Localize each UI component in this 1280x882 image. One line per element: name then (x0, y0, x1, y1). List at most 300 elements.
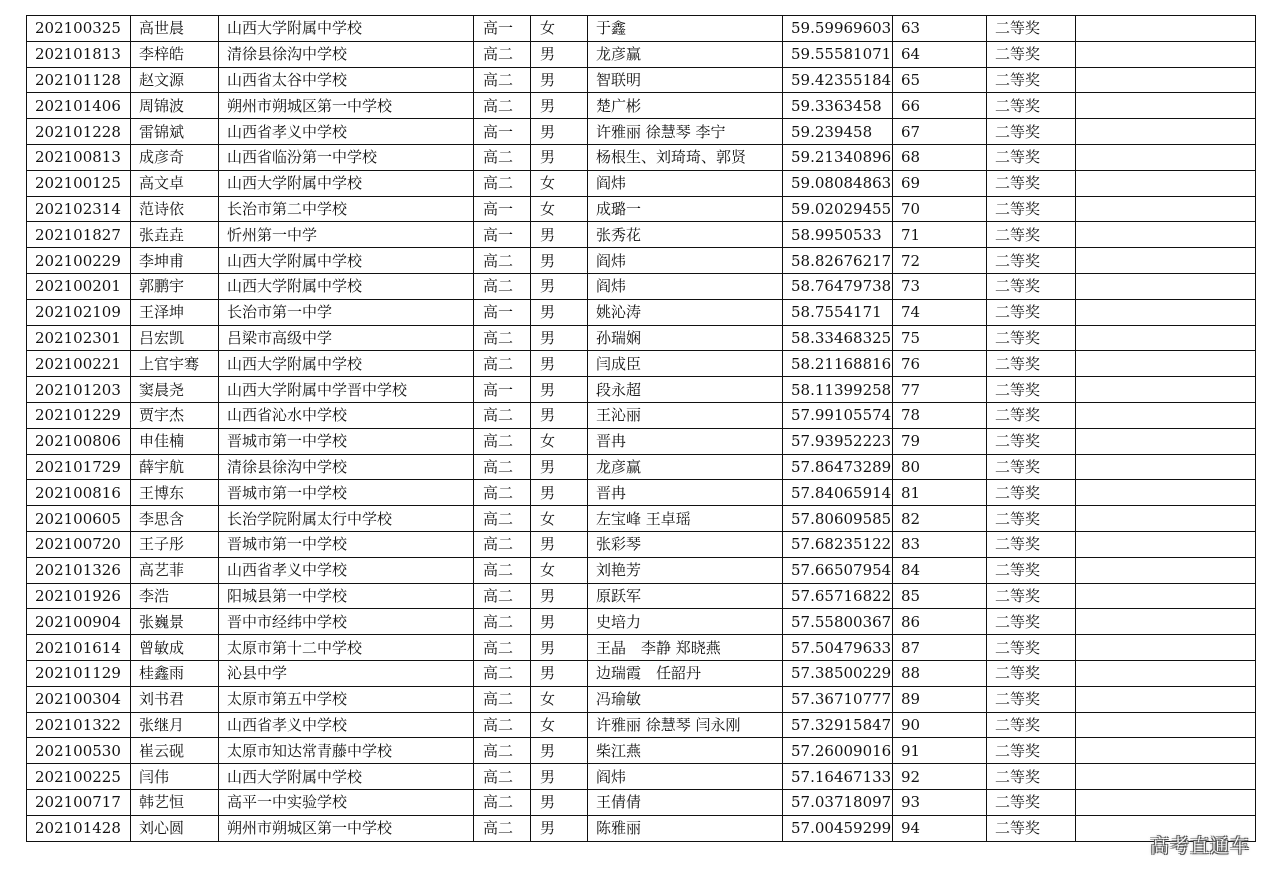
gender-cell: 男 (531, 454, 588, 480)
rank-cell: 92 (893, 764, 987, 790)
rank-cell: 88 (893, 660, 987, 686)
school-cell: 朔州市朔城区第一中学校 (219, 93, 474, 119)
grade-cell: 高二 (474, 815, 531, 841)
score-cell: 57.66507954 (783, 557, 893, 583)
student-name-cell: 王子彤 (131, 531, 219, 557)
gender-cell: 女 (531, 16, 588, 42)
student-name-cell: 崔云砚 (131, 738, 219, 764)
school-cell: 晋城市第一中学校 (219, 531, 474, 557)
teacher-cell: 许雅丽 徐慧琴 闫永刚 (588, 712, 783, 738)
rank-cell: 91 (893, 738, 987, 764)
score-cell: 58.33468325 (783, 325, 893, 351)
school-cell: 山西大学附属中学校 (219, 764, 474, 790)
exam-id-cell: 202100720 (27, 531, 131, 557)
score-cell: 57.16467133 (783, 764, 893, 790)
remark-cell (1076, 402, 1256, 428)
rank-cell: 66 (893, 93, 987, 119)
teacher-cell: 段永超 (588, 377, 783, 403)
award-cell: 二等奖 (987, 531, 1076, 557)
table-row (27, 222, 1256, 248)
exam-id-cell: 202100221 (27, 351, 131, 377)
grade-cell: 高二 (474, 67, 531, 93)
rank-cell: 69 (893, 170, 987, 196)
gender-cell: 男 (531, 377, 588, 403)
grade-cell: 高一 (474, 16, 531, 42)
score-cell: 59.21340896 (783, 144, 893, 170)
teacher-cell: 王晶 李静 郑晓燕 (588, 635, 783, 661)
teacher-cell: 阎炜 (588, 170, 783, 196)
gender-cell: 男 (531, 325, 588, 351)
table-row (27, 815, 1256, 841)
teacher-cell: 王倩倩 (588, 789, 783, 815)
teacher-cell: 许雅丽 徐慧琴 李宁 (588, 119, 783, 145)
gender-cell: 女 (531, 506, 588, 532)
table-row (27, 67, 1256, 93)
gender-cell: 男 (531, 531, 588, 557)
teacher-cell: 陈雅丽 (588, 815, 783, 841)
remark-cell (1076, 531, 1256, 557)
exam-id-cell: 202100304 (27, 686, 131, 712)
award-cell: 二等奖 (987, 16, 1076, 42)
school-cell: 山西省孝义中学校 (219, 712, 474, 738)
table-row (27, 299, 1256, 325)
table-row (27, 557, 1256, 583)
teacher-cell: 杨根生、刘琦琦、郭贤 (588, 144, 783, 170)
remark-cell (1076, 67, 1256, 93)
table-row (27, 454, 1256, 480)
student-name-cell: 曾敏成 (131, 635, 219, 661)
award-cell: 二等奖 (987, 506, 1076, 532)
award-cell: 二等奖 (987, 402, 1076, 428)
award-cell: 二等奖 (987, 789, 1076, 815)
table-row (27, 93, 1256, 119)
score-cell: 57.84065914 (783, 480, 893, 506)
student-name-cell: 李梓皓 (131, 41, 219, 67)
award-cell: 二等奖 (987, 222, 1076, 248)
score-cell: 57.55800367 (783, 609, 893, 635)
gender-cell: 男 (531, 351, 588, 377)
award-cell: 二等奖 (987, 248, 1076, 274)
grade-cell: 高二 (474, 454, 531, 480)
teacher-cell: 阎炜 (588, 764, 783, 790)
teacher-cell: 晋冉 (588, 480, 783, 506)
remark-cell (1076, 144, 1256, 170)
exam-id-cell: 202100225 (27, 764, 131, 790)
rank-cell: 84 (893, 557, 987, 583)
exam-id-cell: 202102314 (27, 196, 131, 222)
gender-cell: 男 (531, 815, 588, 841)
score-cell: 59.02029455 (783, 196, 893, 222)
table-row (27, 351, 1256, 377)
table-row (27, 712, 1256, 738)
exam-id-cell: 202100904 (27, 609, 131, 635)
remark-cell (1076, 480, 1256, 506)
table-row (27, 506, 1256, 532)
teacher-cell: 楚广彬 (588, 93, 783, 119)
score-cell: 57.36710777 (783, 686, 893, 712)
teacher-cell: 史培力 (588, 609, 783, 635)
school-cell: 山西大学附属中学校 (219, 273, 474, 299)
exam-id-cell: 202101229 (27, 402, 131, 428)
student-name-cell: 张垚垚 (131, 222, 219, 248)
exam-id-cell: 202100717 (27, 789, 131, 815)
school-cell: 阳城县第一中学校 (219, 583, 474, 609)
teacher-cell: 柴江燕 (588, 738, 783, 764)
score-cell: 57.38500229 (783, 660, 893, 686)
award-cell: 二等奖 (987, 67, 1076, 93)
student-name-cell: 桂鑫雨 (131, 660, 219, 686)
rank-cell: 67 (893, 119, 987, 145)
grade-cell: 高二 (474, 609, 531, 635)
score-cell: 58.11399258 (783, 377, 893, 403)
table-row (27, 609, 1256, 635)
teacher-cell: 冯瑜敏 (588, 686, 783, 712)
gender-cell: 男 (531, 93, 588, 119)
score-cell: 57.32915847 (783, 712, 893, 738)
table-row (27, 377, 1256, 403)
award-cell: 二等奖 (987, 764, 1076, 790)
gender-cell: 男 (531, 67, 588, 93)
grade-cell: 高二 (474, 402, 531, 428)
school-cell: 山西省临汾第一中学校 (219, 144, 474, 170)
award-cell: 二等奖 (987, 119, 1076, 145)
results-table (26, 15, 1256, 842)
student-name-cell: 贾宇杰 (131, 402, 219, 428)
teacher-cell: 张彩琴 (588, 531, 783, 557)
gender-cell: 男 (531, 222, 588, 248)
rank-cell: 83 (893, 531, 987, 557)
score-cell: 57.00459299 (783, 815, 893, 841)
grade-cell: 高二 (474, 325, 531, 351)
school-cell: 晋城市第一中学校 (219, 480, 474, 506)
remark-cell (1076, 16, 1256, 42)
grade-cell: 高一 (474, 299, 531, 325)
remark-cell (1076, 119, 1256, 145)
gender-cell: 男 (531, 583, 588, 609)
teacher-cell: 闫成臣 (588, 351, 783, 377)
remark-cell (1076, 299, 1256, 325)
remark-cell (1076, 583, 1256, 609)
remark-cell (1076, 712, 1256, 738)
gender-cell: 男 (531, 480, 588, 506)
award-cell: 二等奖 (987, 660, 1076, 686)
grade-cell: 高二 (474, 712, 531, 738)
gender-cell: 女 (531, 428, 588, 454)
award-cell: 二等奖 (987, 583, 1076, 609)
school-cell: 晋中市经纬中学校 (219, 609, 474, 635)
award-cell: 二等奖 (987, 299, 1076, 325)
student-name-cell: 刘书君 (131, 686, 219, 712)
exam-id-cell: 202102301 (27, 325, 131, 351)
award-cell: 二等奖 (987, 428, 1076, 454)
school-cell: 吕梁市高级中学 (219, 325, 474, 351)
remark-cell (1076, 325, 1256, 351)
award-cell: 二等奖 (987, 686, 1076, 712)
grade-cell: 高二 (474, 93, 531, 119)
score-cell: 59.59969603 (783, 16, 893, 42)
teacher-cell: 王沁丽 (588, 402, 783, 428)
rank-cell: 79 (893, 428, 987, 454)
gender-cell: 女 (531, 686, 588, 712)
table-row (27, 16, 1256, 42)
grade-cell: 高二 (474, 557, 531, 583)
exam-id-cell: 202101322 (27, 712, 131, 738)
award-cell: 二等奖 (987, 196, 1076, 222)
student-name-cell: 王博东 (131, 480, 219, 506)
remark-cell (1076, 377, 1256, 403)
rank-cell: 85 (893, 583, 987, 609)
teacher-cell: 阎炜 (588, 273, 783, 299)
score-cell: 59.55581071 (783, 41, 893, 67)
exam-id-cell: 202100125 (27, 170, 131, 196)
remark-cell (1076, 248, 1256, 274)
gender-cell: 男 (531, 402, 588, 428)
exam-id-cell: 202101326 (27, 557, 131, 583)
student-name-cell: 韩艺恒 (131, 789, 219, 815)
score-cell: 59.239458 (783, 119, 893, 145)
award-cell: 二等奖 (987, 609, 1076, 635)
exam-id-cell: 202101203 (27, 377, 131, 403)
award-cell: 二等奖 (987, 93, 1076, 119)
rank-cell: 87 (893, 635, 987, 661)
school-cell: 晋城市第一中学校 (219, 428, 474, 454)
exam-id-cell: 202100229 (27, 248, 131, 274)
student-name-cell: 周锦波 (131, 93, 219, 119)
exam-id-cell: 202101926 (27, 583, 131, 609)
teacher-cell: 姚沁涛 (588, 299, 783, 325)
student-name-cell: 赵文源 (131, 67, 219, 93)
gender-cell: 男 (531, 41, 588, 67)
gender-cell: 男 (531, 738, 588, 764)
grade-cell: 高二 (474, 506, 531, 532)
student-name-cell: 雷锦斌 (131, 119, 219, 145)
score-cell: 57.80609585 (783, 506, 893, 532)
table-row (27, 738, 1256, 764)
grade-cell: 高二 (474, 248, 531, 274)
remark-cell (1076, 170, 1256, 196)
exam-id-cell: 202101128 (27, 67, 131, 93)
exam-id-cell: 202101428 (27, 815, 131, 841)
remark-cell (1076, 273, 1256, 299)
remark-cell (1076, 557, 1256, 583)
teacher-cell: 刘艳芳 (588, 557, 783, 583)
school-cell: 高平一中实验学校 (219, 789, 474, 815)
table-row (27, 583, 1256, 609)
score-cell: 57.86473289 (783, 454, 893, 480)
remark-cell (1076, 454, 1256, 480)
rank-cell: 77 (893, 377, 987, 403)
student-name-cell: 高世晨 (131, 16, 219, 42)
exam-id-cell: 202100325 (27, 16, 131, 42)
student-name-cell: 薛宇航 (131, 454, 219, 480)
score-cell: 57.50479633 (783, 635, 893, 661)
remark-cell (1076, 506, 1256, 532)
school-cell: 长治市第一中学 (219, 299, 474, 325)
remark-cell (1076, 660, 1256, 686)
rank-cell: 63 (893, 16, 987, 42)
gender-cell: 男 (531, 248, 588, 274)
table-row (27, 480, 1256, 506)
remark-cell (1076, 196, 1256, 222)
grade-cell: 高一 (474, 196, 531, 222)
teacher-cell: 成璐一 (588, 196, 783, 222)
grade-cell: 高一 (474, 222, 531, 248)
grade-cell: 高二 (474, 686, 531, 712)
score-cell: 57.03718097 (783, 789, 893, 815)
score-cell: 59.08084863 (783, 170, 893, 196)
award-cell: 二等奖 (987, 144, 1076, 170)
grade-cell: 高二 (474, 428, 531, 454)
remark-cell (1076, 609, 1256, 635)
school-cell: 山西大学附属中学校 (219, 16, 474, 42)
teacher-cell: 阎炜 (588, 248, 783, 274)
school-cell: 山西大学附属中学校 (219, 248, 474, 274)
exam-id-cell: 202101406 (27, 93, 131, 119)
student-name-cell: 郭鹏宇 (131, 273, 219, 299)
table-row (27, 635, 1256, 661)
remark-cell (1076, 41, 1256, 67)
award-cell: 二等奖 (987, 325, 1076, 351)
award-cell: 二等奖 (987, 480, 1076, 506)
student-name-cell: 王泽坤 (131, 299, 219, 325)
student-name-cell: 上官宇骞 (131, 351, 219, 377)
school-cell: 山西省孝义中学校 (219, 119, 474, 145)
remark-cell (1076, 635, 1256, 661)
student-name-cell: 张继月 (131, 712, 219, 738)
exam-id-cell: 202101129 (27, 660, 131, 686)
school-cell: 太原市第五中学校 (219, 686, 474, 712)
student-name-cell: 高艺菲 (131, 557, 219, 583)
teacher-cell: 孙瑞娴 (588, 325, 783, 351)
score-cell: 57.93952223 (783, 428, 893, 454)
remark-cell (1076, 93, 1256, 119)
gender-cell: 男 (531, 764, 588, 790)
remark-cell (1076, 764, 1256, 790)
gender-cell: 女 (531, 196, 588, 222)
table-row (27, 428, 1256, 454)
grade-cell: 高二 (474, 738, 531, 764)
rank-cell: 72 (893, 248, 987, 274)
score-cell: 58.9950533 (783, 222, 893, 248)
score-cell: 57.99105574 (783, 402, 893, 428)
grade-cell: 高二 (474, 351, 531, 377)
student-name-cell: 窦晨尧 (131, 377, 219, 403)
student-name-cell: 闫伟 (131, 764, 219, 790)
school-cell: 太原市知达常青藤中学校 (219, 738, 474, 764)
grade-cell: 高二 (474, 660, 531, 686)
gender-cell: 女 (531, 712, 588, 738)
rank-cell: 71 (893, 222, 987, 248)
teacher-cell: 原跃军 (588, 583, 783, 609)
teacher-cell: 张秀花 (588, 222, 783, 248)
rank-cell: 90 (893, 712, 987, 738)
award-cell: 二等奖 (987, 170, 1076, 196)
teacher-cell: 左宝峰 王卓瑶 (588, 506, 783, 532)
grade-cell: 高二 (474, 583, 531, 609)
grade-cell: 高二 (474, 764, 531, 790)
remark-cell (1076, 351, 1256, 377)
school-cell: 山西省沁水中学校 (219, 402, 474, 428)
student-name-cell: 高文卓 (131, 170, 219, 196)
exam-id-cell: 202101729 (27, 454, 131, 480)
gender-cell: 女 (531, 557, 588, 583)
award-cell: 二等奖 (987, 712, 1076, 738)
school-cell: 山西大学附属中学校 (219, 170, 474, 196)
student-name-cell: 范诗依 (131, 196, 219, 222)
school-cell: 山西省太谷中学校 (219, 67, 474, 93)
exam-id-cell: 202100806 (27, 428, 131, 454)
rank-cell: 68 (893, 144, 987, 170)
grade-cell: 高二 (474, 789, 531, 815)
gender-cell: 男 (531, 635, 588, 661)
teacher-cell: 于鑫 (588, 16, 783, 42)
school-cell: 山西省孝义中学校 (219, 557, 474, 583)
award-cell: 二等奖 (987, 454, 1076, 480)
table-row (27, 764, 1256, 790)
student-name-cell: 李思含 (131, 506, 219, 532)
rank-cell: 65 (893, 67, 987, 93)
school-cell: 山西大学附属中学晋中学校 (219, 377, 474, 403)
exam-id-cell: 202100201 (27, 273, 131, 299)
table-row (27, 402, 1256, 428)
school-cell: 清徐县徐沟中学校 (219, 454, 474, 480)
rank-cell: 78 (893, 402, 987, 428)
school-cell: 沁县中学 (219, 660, 474, 686)
gender-cell: 男 (531, 119, 588, 145)
school-cell: 山西大学附属中学校 (219, 351, 474, 377)
table-row (27, 119, 1256, 145)
score-cell: 58.7554171 (783, 299, 893, 325)
exam-id-cell: 202100813 (27, 144, 131, 170)
score-cell: 58.76479738 (783, 273, 893, 299)
rank-cell: 80 (893, 454, 987, 480)
rank-cell: 81 (893, 480, 987, 506)
teacher-cell: 晋冉 (588, 428, 783, 454)
grade-cell: 高一 (474, 119, 531, 145)
gender-cell: 男 (531, 660, 588, 686)
rank-cell: 94 (893, 815, 987, 841)
award-cell: 二等奖 (987, 635, 1076, 661)
student-name-cell: 李坤甫 (131, 248, 219, 274)
table-row (27, 144, 1256, 170)
score-cell: 59.42355184 (783, 67, 893, 93)
remark-cell (1076, 789, 1256, 815)
exam-id-cell: 202101228 (27, 119, 131, 145)
school-cell: 太原市第十二中学校 (219, 635, 474, 661)
gender-cell: 女 (531, 170, 588, 196)
teacher-cell: 龙彦赢 (588, 41, 783, 67)
gender-cell: 男 (531, 609, 588, 635)
award-cell: 二等奖 (987, 351, 1076, 377)
student-name-cell: 申佳楠 (131, 428, 219, 454)
table-row (27, 325, 1256, 351)
score-cell: 57.26009016 (783, 738, 893, 764)
school-cell: 清徐县徐沟中学校 (219, 41, 474, 67)
school-cell: 朔州市朔城区第一中学校 (219, 815, 474, 841)
grade-cell: 高二 (474, 144, 531, 170)
gender-cell: 男 (531, 789, 588, 815)
rank-cell: 89 (893, 686, 987, 712)
rank-cell: 70 (893, 196, 987, 222)
score-cell: 57.68235122 (783, 531, 893, 557)
grade-cell: 高二 (474, 635, 531, 661)
exam-id-cell: 202101827 (27, 222, 131, 248)
award-cell: 二等奖 (987, 738, 1076, 764)
gender-cell: 男 (531, 273, 588, 299)
rank-cell: 76 (893, 351, 987, 377)
rank-cell: 75 (893, 325, 987, 351)
student-name-cell: 李浩 (131, 583, 219, 609)
